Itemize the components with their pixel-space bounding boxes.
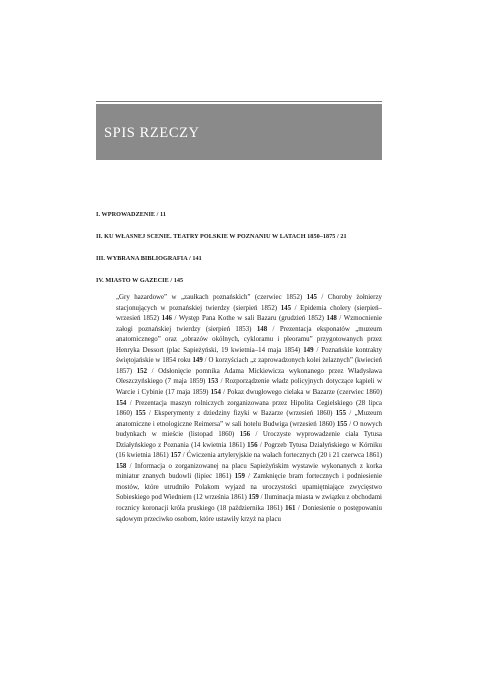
toc-entry-page: 154 xyxy=(210,388,221,396)
toc-section-1: I. WPROWADZENIE / 11 xyxy=(96,211,166,218)
toc-section-3: III. WYBRANA BIBLIOGRAFIA / 141 xyxy=(96,255,202,263)
toc-entry-title: „Gry hazardowe” w „zaułkach poznańskich” (czerwiec 1852) xyxy=(116,294,303,302)
toc-entry-title: Iluminacja miasta w związku z obchodami rocznicy koronacji króla pruskiego (18 października 1861) xyxy=(116,494,382,512)
toc-entry-page: 146 xyxy=(161,315,172,323)
toc-entry-title: Poznańskie kontrakty świętojańskie w 1854 roku xyxy=(116,346,382,365)
header-band xyxy=(96,104,382,160)
toc-entry-title: Pokaz dwugłowego cielaka w Bazarze (czerwiec 1860) xyxy=(227,388,382,396)
toc-separator: / xyxy=(126,399,136,407)
toc-entry-title: Występ Pana Kothe w sali Bazaru (grudzień 1852) xyxy=(178,315,324,323)
toc-separator: / xyxy=(250,431,263,439)
toc-separator: / xyxy=(202,357,209,365)
toc-entry-page: 159 xyxy=(248,494,259,502)
toc-separator: / xyxy=(126,462,135,470)
toc-entry-page: 155 xyxy=(135,410,146,418)
toc-entry-title: Epidemia cholery (sierpień–wrzesień 1852) xyxy=(116,304,382,323)
toc-entry-page: 157 xyxy=(170,452,181,460)
toc-entry-title: Informacja o zorganizowanej na placu Sapieżyńskim wystawie wykonanych z korka miniatur znanych budowli (lipiec 1861) xyxy=(116,462,382,481)
toc-entry-title: Pogrzeb Tytusa Działyńskiego w Kórniku (16 kwietnia 1861) xyxy=(116,441,382,460)
toc-separator: / xyxy=(291,304,301,312)
top-rule xyxy=(96,101,382,102)
toc-content xyxy=(96,211,382,525)
toc-section-2: II. KU WŁASNEJ SCENIE. TEATRY POLSKIE W POZNANIU W LATACH 1850–1875 / 21 xyxy=(96,233,347,241)
toc-entry-page: 152 xyxy=(136,367,148,375)
toc-entry-page: 154 xyxy=(116,399,127,407)
page-title: SPIS RZECZY xyxy=(104,125,200,141)
toc-entry-title: Rozporządzenie władz policyjnych dotyczące kąpieli w Warcie i Cybinie (17 maja 1859) xyxy=(116,378,382,396)
toc-entry-page: 156 xyxy=(247,441,258,449)
toc-separator: / xyxy=(313,346,322,354)
toc-separator: / xyxy=(267,325,280,333)
toc-entry-page: 148 xyxy=(326,315,337,323)
toc-entry-title: Prezentacja maszyn rolniczych zorganizowana przez Hipolita Cegielskiego (28 lipca 1860) xyxy=(116,399,382,418)
toc-entry-title: Zamknięcie bram fortecznych i podniesienie mostów, które utrudniło Polakom wyjazd na uroczystości upamiętniające zwycięstwo Sobieskiego pod Wiedniem (12 września 1861) xyxy=(116,473,382,502)
toc-entry-title: O korzyściach „z zaprowadzonych kolei żelaznych” (kwiecień 1857) xyxy=(116,357,382,375)
toc-entry-title: Wzmocnienie załogi poznańskiej twierdzy (sierpień 1853) xyxy=(116,315,382,333)
toc-entry-title: Odsłonięcie pomnika Adama Mickiewicza wykonanego przez Władysława Oleszczyńskiego (7 maja 1859) xyxy=(116,367,382,386)
toc-entry-title: Doniesienie o postępowaniu sądowym przeciwko osobom, które ustawiły krzyż na placu xyxy=(116,504,382,523)
toc-entry-title: Prezentacja eksponatów „muzeum anatomicznego” oraz „obrazów okólnych, cykloramu i pleoramu” przygotowanych przez Henryka Dessort (plac Sapieżyński, 19 kwietnia–14 maja 1854) xyxy=(116,325,382,354)
toc-separator: / xyxy=(180,452,187,460)
toc-separator: / xyxy=(258,494,265,502)
toc-separator: / xyxy=(257,441,265,449)
toc-separator: / xyxy=(145,410,155,418)
toc-separator: / xyxy=(171,315,179,323)
toc-entry-page: 153 xyxy=(207,378,219,386)
toc-entry-title: Ćwiczenia artyleryjskie na wałach fortecznych (20 i 21 czerwca 1861) xyxy=(186,452,382,460)
toc-entry-title: Choroby żołnierzy stacjonujących w poznańskiej twierdzy (sierpień 1852) xyxy=(116,294,382,312)
toc-entry-title: Uroczyste wyprowadzenie ciała Tytusa Działyńskiego z Poznania (14 kwietnia 1861) xyxy=(116,431,382,449)
toc-entry-page: 161 xyxy=(285,504,296,512)
toc-entry-page: 149 xyxy=(192,357,203,365)
toc-separator: / xyxy=(347,420,354,428)
toc-entry-page: 155 xyxy=(335,410,347,418)
toc-entry-title: Eksperymenty z dziedziny fizyki w Bazarze (wrzesień 1860) xyxy=(154,410,333,418)
toc-entry-title: „Muzeum anatomiczne i etnologiczne Reimersa” w sali hotelu Budwiga (wrzesień 1860) xyxy=(116,410,382,428)
toc-entry-page: 145 xyxy=(306,294,317,302)
toc-separator: / xyxy=(316,294,328,302)
toc-separator: / xyxy=(220,388,228,396)
toc-section-4: IV. MIASTO W GAZECIE / 145 xyxy=(96,277,184,285)
toc-entries xyxy=(116,293,382,525)
toc-separator: / xyxy=(244,473,254,481)
toc-entry-page: 149 xyxy=(303,346,314,354)
toc-entry-page: 156 xyxy=(239,431,251,439)
toc-entry-title: O nowych budynkach w mieście (listopad 1860) xyxy=(116,420,382,439)
toc-separator: / xyxy=(346,410,355,418)
toc-separator: / xyxy=(147,367,159,375)
toc-entry-page: 148 xyxy=(256,325,268,333)
toc-entry-page: 145 xyxy=(280,304,292,312)
toc-separator: / xyxy=(295,504,303,512)
toc-separator: / xyxy=(336,315,344,323)
toc-entry-page: 158 xyxy=(116,462,127,470)
toc-entry-page: 155 xyxy=(336,420,348,428)
toc-entry-page: 159 xyxy=(234,473,245,481)
toc-separator: / xyxy=(218,378,225,386)
